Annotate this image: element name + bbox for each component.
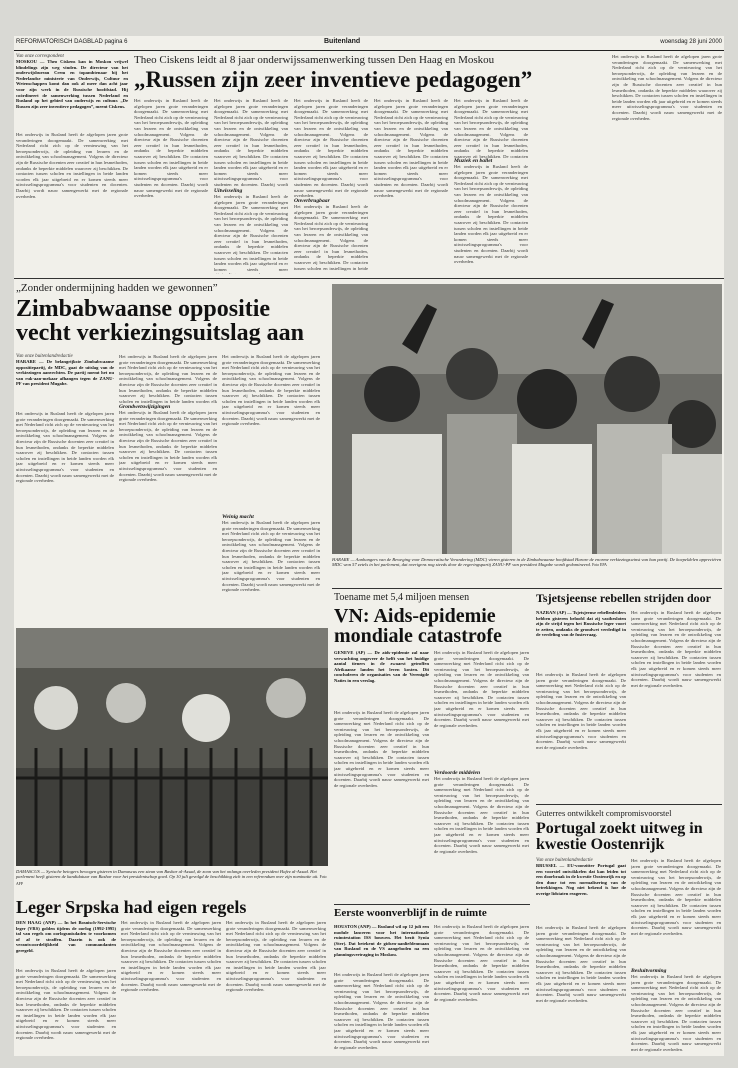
tsjetsjeens-lead: NAZRAN (AP) — Tsjetsjeense rebellenleiders hebben gisteren beloofd dat zij vastbesloten zijn de strijd tegen het Russische leger voort te zetten, ondanks de grondwet verdedigd in de verdeling van de fusievraag. xyxy=(536,610,626,638)
tsjetsjeens-col-2: Het onderwijs in Rusland heeft de afgelopen jaren grote veranderingen doorgemaakt. De samenwerking met Nederland richt zich op de vernieuwing van het beroepsonderwijs, de opleiding van leraren en de ontwikkeling van schoolmanagement. Volgens de directeur zijn de Russische docenten zeer creatief in hun lesmethoden, ondanks de beperkte middelen waarover zij beschikken. De contacten tussen scholen en instellingen in beide landen worden elk jaar uitgebreid en er komen steeds meer uitwisselingsprogramma's voor studenten en docenten. Daarbij wordt nauw samengewerkt met de regionale overheden. xyxy=(631,610,721,688)
top-col-3-text-b: Het onderwijs in Rusland heeft de afgelopen jaren grote veranderingen doorgemaakt. De samenwerking met Nederland richt zich op de vernieuwing van het beroepsonderwijs, de opleiding van leraren en de ontwikkeling van schoolmanagement. Volgens de directeur zijn de Russische docenten zeer creatief in hun lesmethoden, ondanks de beperkte middelen waarover zij beschikken. De contacten tussen scholen en instellingen in beide xyxy=(294,204,368,271)
woonverblijf-col-1-text: Het onderwijs in Rusland heeft de afgelopen jaren grote veranderingen doorgemaakt. De samenwerking met Nederland richt zich op de vernieuwing van het beroepsonderwijs, de opleiding van leraren en de ontwikkeling van schoolmanagement. Volgens de directeur zijn de Russische docenten zeer creatief in hun lesmethoden, ondanks de beperkte middelen waarover zij beschikken. De contacten tussen scholen en instellingen in beide landen worden elk jaar uitgebreid en er komen steeds meer uitwisselingsprogramma's voor studenten en docenten. Daarbij wordt nauw samengewerkt met de regionale overheden. xyxy=(334,972,429,1050)
top-sub-1: Uitwisseling xyxy=(214,188,243,194)
top-kicker: Theo Ciskens leidt al 8 jaar onderwijssamenwerking tussen Den Haag en Moskou xyxy=(134,54,495,66)
woonverblijf-col-1 xyxy=(334,924,429,1052)
leger-col-3: Het onderwijs in Rusland heeft de afgelopen jaren grote veranderingen doorgemaakt. De samenwerking met Nederland richt zich op de vernieuwing van het beroepsonderwijs, de opleiding van leraren en de ontwikkeling van schoolmanagement. Volgens de directeur zijn de Russische docenten zeer creatief in hun lesmethoden, ondanks de beperkte middelen waarover zij beschikken. De contacten tussen scholen en instellingen in beide landen worden elk jaar uitgebreid en er komen steeds meer uitwisselingsprogramma's voor studenten en docenten. Daarbij wordt nauw samengewerkt met de regionale overheden. xyxy=(226,920,326,993)
zimbabwe-col-2-text-b: Het onderwijs in Rusland heeft de afgelopen jaren grote veranderingen doorgemaakt. De samenwerking met Nederland richt zich op de vernieuwing van het beroepsonderwijs, de opleiding van leraren en de ontwikkeling van schoolmanagement. Volgens de directeur zijn de Russische docenten zeer creatief in hun lesmethoden, ondanks de beperkte middelen waarover zij beschikken. De contacten tussen scholen en instellingen in beide landen worden elk jaar uitgebreid en er komen steeds meer uitwisselingsprogramma's voor studenten en docenten. Daarbij wordt nauw samengewerkt met de regionale overheden. xyxy=(119,410,217,483)
harare-credit: Foto EPA xyxy=(592,563,607,568)
top-col-5-text-b: Het onderwijs in Rusland heeft de afgelopen jaren grote veranderingen doorgemaakt. De samenwerking met Nederland richt zich op de vernieuwing van het beroepsonderwijs, de opleiding van leraren en de ontwikkeling van schoolmanagement. Volgens de directeur zijn de Russische docenten zeer creatief in hun lesmethoden, ondanks de beperkte middelen waarover zij beschikken. De contacten tussen scholen en instellingen in beide landen worden elk jaar uitgebreid en er komen steeds meer uitwisselingsprogramma's voor studenten en docenten. Daarbij wordt nauw samengewerkt met de regionale overheden. xyxy=(454,164,528,265)
top-col-4: Het onderwijs in Rusland heeft de afgelopen jaren grote veranderingen doorgemaakt. De samenwerking met Nederland richt zich op de vernieuwing van het beroepsonderwijs, de opleiding van leraren en de ontwikkeling van schoolmanagement. Volgens de directeur zijn de Russische docenten zeer creatief in hun lesmethoden, ondanks de beperkte middelen waarover zij beschikken. De contacten tussen scholen en instellingen in beide landen worden elk jaar uitgebreid en er komen steeds meer uitwisselingsprogramma's voor studenten en docenten. Daarbij wordt nauw samengewerkt met de regionale overheden. xyxy=(374,98,448,199)
portugal-headline: Portugal zoekt uitweg in kwestie Oostenrijk xyxy=(536,820,703,853)
portugal-col-1-text: Het onderwijs in Rusland heeft de afgelopen jaren grote veranderingen doorgemaakt. De samenwerking met Nederland richt zich op de vernieuwing van het beroepsonderwijs, de opleiding van leraren en de ontwikkeling van schoolmanagement. Volgens de directeur zijn de Russische docenten zeer creatief in hun lesmethoden, ondanks de beperkte middelen waarover zij beschikken. De contacten tussen scholen en instellingen in beide landen worden elk jaar uitgebreid en er komen steeds meer uitwisselingsprogramma's voor studenten en docenten. Daarbij wordt nauw samengewerkt met de regionale overheden. xyxy=(536,925,626,1003)
zimbabwe-headline: Zimbabwaanse oppositie vecht verkiezingsuitslag aan xyxy=(16,296,304,346)
top-body-columns xyxy=(134,98,604,274)
top-col-6: Het onderwijs in Rusland heeft de afgelopen jaren grote veranderingen doorgemaakt. De samenwerking met Nederland richt zich op de vernieuwing van het beroepsonderwijs, de opleiding van leraren en de ontwikkeling van schoolmanagement. Volgens de directeur zijn de Russische docenten zeer creatief in hun lesmethoden, ondanks de beperkte middelen waarover zij beschikken. De contacten tussen scholen en instellingen in beide landen worden elk jaar uitgebreid en er komen steeds meer uitwisselingsprogramma's voor studenten en docenten. Daarbij wordt nauw samengewerkt met de regionale overheden. xyxy=(612,54,722,121)
leger-body xyxy=(16,920,328,1052)
damascus-caption-text: DAMASCUS — Syrische betogers bewogen gisteren in Damascus een steun van Bashar al-Assad, de zoon van het onlangs overleden president Hafez al-Assad. Het parlement heeft gisteren de kandidatuur van Bashar voor het presidentschap goed. Op 10 juli gevolgd de beschikking zich in een referendum over zijn nominatie uit. xyxy=(16,869,319,880)
top-headline-block xyxy=(134,54,604,91)
aids-headline-block xyxy=(334,592,530,646)
portugal-sub-1: Besluitvorming xyxy=(631,968,667,974)
woonverblijf-headline: Eerste woonverblijf in de ruimte xyxy=(334,907,487,919)
portugal-col-1 xyxy=(536,858,626,1052)
aids-col-2-text-b: Het onderwijs in Rusland heeft de afgelopen jaren grote veranderingen doorgemaakt. De samenwerking met Nederland richt zich op de vernieuwing van het beroepsonderwijs, de opleiding van leraren en de ontwikkeling van schoolmanagement. Volgens de directeur zijn de Russische docenten zeer creatief in hun lesmethoden, ondanks de beperkte middelen waarover zij beschikken. De contacten tussen scholen en instellingen in beide landen worden elk jaar uitgebreid en er komen steeds meer uitwisselingsprogramma's voor studenten en docenten. Daarbij wordt nauw samengewerkt met de regionale overheden. xyxy=(434,776,529,854)
portugal-col-2-text: Het onderwijs in Rusland heeft de afgelopen jaren grote veranderingen doorgemaakt. De samenwerking met Nederland richt zich op de vernieuwing van het beroepsonderwijs, de opleiding van leraren en de ontwikkeling van schoolmanagement. Volgens de directeur zijn de Russische docenten zeer creatief in hun lesmethoden, ondanks de beperkte middelen waarover zij beschikken. De contacten tussen scholen en instellingen in beide landen worden elk jaar uitgebreid en er komen steeds meer uitwisselingsprogramma's voor studenten en docenten. Daarbij wordt nauw samengewerkt met de regionale overheden. xyxy=(631,858,721,936)
woonverblijf-body xyxy=(334,924,530,1052)
portugal-body xyxy=(536,858,722,1052)
aids-lead: GENEVE (AP) — De aids-epidemie zal naar verwachting ongeveer de helft van het huidige aantal tieners in de zwaarst getroffen Afrikaanse landen het leven kosten. Dit concluderen de organisaties van de Verenigde Naties in een verslag. xyxy=(334,650,429,683)
harare-photo-image xyxy=(332,284,722,554)
zimbabwe-body xyxy=(16,354,326,622)
top-sub-4: Muziek en ballet xyxy=(454,158,493,164)
zimbabwe-col-3-text: Het onderwijs in Rusland heeft de afgelopen jaren grote veranderingen doorgemaakt. De samenwerking met Nederland richt zich op de vernieuwing van het beroepsonderwijs, de opleiding van leraren en de ontwikkeling van schoolmanagement. Volgens de directeur zijn de Russische docenten zeer creatief in hun lesmethoden, ondanks de beperkte middelen waarover zij beschikken. De contacten tussen scholen en instellingen in beide landen worden elk jaar uitgebreid en er komen steeds meer uitwisselingsprogramma's voor studenten en docenten. Daarbij wordt nauw samengewerkt met de regionale overheden. xyxy=(222,354,320,427)
harare-photo xyxy=(332,284,722,554)
aids-kicker: Toename met 5,4 miljoen mensen xyxy=(334,592,470,603)
portugal-headline-block xyxy=(536,808,722,853)
aids-sub-1: Verdoorde middelen xyxy=(434,770,481,776)
divider xyxy=(14,278,724,279)
tsjetsjeens-col-1-text: Het onderwijs in Rusland heeft de afgelopen jaren grote veranderingen doorgemaakt. De samenwerking met Nederland richt zich op de vernieuwing van het beroepsonderwijs, de opleiding van leraren en de ontwikkeling van schoolmanagement. Volgens de directeur zijn de Russische docenten zeer creatief in hun lesmethoden, ondanks de beperkte middelen waarover zij beschikken. De contacten tussen scholen en instellingen in beide landen worden elk jaar uitgebreid en er komen steeds meer uitwisselingsprogramma's voor studenten en docenten. Daarbij wordt nauw samengewerkt met de regionale overheden. xyxy=(536,672,626,750)
aids-col-2-text: Het onderwijs in Rusland heeft de afgelopen jaren grote veranderingen doorgemaakt. De samenwerking met Nederland richt zich op de vernieuwing van het beroepsonderwijs, de opleiding van leraren en de ontwikkeling van schoolmanagement. Volgens de directeur zijn de Russische docenten zeer creatief in hun lesmethoden, ondanks de beperkte middelen waarover zij beschikken. De contacten tussen scholen en instellingen in beide landen worden elk jaar uitgebreid en er komen steeds meer uitwisselingsprogramma's voor studenten en docenten. Daarbij wordt nauw samengewerkt met de regionale overheden. xyxy=(434,650,529,728)
top-headline: „Russen zijn zeer inventieve pedagogen” xyxy=(134,67,533,92)
top-lead: MOSKOU — Theo Ciskens kan in Moskou vrijwel blindelings zijn weg vinden. De directeur van het onderwijsbureau Crem en topambtenaar bij het Nederlandse ministerie van Onderwijs, Cultuur en Wetenschappen komt dan ook al meer dan acht jaar voor zijn werk in de Russische hoofdstad. Hij coördineert de samenwerking tussen Nederland en Rusland op het gebied van onderwijs en cultuur. „De Russen zijn zeer inventieve pedagogen”, meent Ciskens. xyxy=(16,59,128,109)
zimbabwe-lead: HARARE — De belangrijkste Zimbabwaanse oppositiepartij, de MDC, gaat de uitslag van de verkiezingen aanvechten. De partij noemt het nu van ruk-aan-mekaar afhangen tegen de ZANU-PF van president Mugabe. xyxy=(16,359,114,387)
portugal-col-2-text-b: Het onderwijs in Rusland heeft de afgelopen jaren grote veranderingen doorgemaakt. De samenwerking met Nederland richt zich op de vernieuwing van het beroepsonderwijs, de opleiding van leraren en de ontwikkeling van schoolmanagement. Volgens de directeur zijn de Russische docenten zeer creatief in hun lesmethoden, ondanks de beperkte middelen waarover zij beschikken. De contacten tussen scholen en instellingen in beide landen worden elk jaar uitgebreid en er komen steeds meer uitwisselingsprogramma's voor studenten en docenten. Daarbij wordt nauw samengewerkt met de regionale overheden. xyxy=(631,974,721,1052)
aids-col-1 xyxy=(334,650,429,902)
damascus-credit: Foto AFP xyxy=(16,875,327,886)
leger-col-1 xyxy=(16,920,116,1052)
harare-caption xyxy=(332,557,722,569)
top-article-intro xyxy=(16,54,128,274)
aids-col-2 xyxy=(434,650,529,902)
zimbabwe-col-1 xyxy=(16,354,114,622)
header-section: Buitenland xyxy=(324,38,361,45)
leger-lead: DEN HAAG (ANP) — In het Bosnisch-Servische leger (VRS) golden tijdens de oorlog (1992-1995) tal van regels om oorlogsmisdaden te voorkomen of af te straffen. Daarin is ook de verantwoordelijkheid van commandanten geregeld. xyxy=(16,920,116,953)
divider xyxy=(334,904,530,905)
harare-caption-text: HARARE — Aanhangers van de Beweging voor Democratische Verandering (MDC) vieren gisteren in de Zimbabwaanse hoofdstad Harare de enorme verkiezingswinst van hun partij. De koepeldelen appreciëren MDC won 57 zetels in het parlement, dat overigens nog steeds door de regeringspartij ZANU-PF van president Mugabe wordt gedomineerd. xyxy=(332,557,722,568)
newspaper-page xyxy=(14,36,724,1056)
top-col-2-text: Het onderwijs in Rusland heeft de afgelopen jaren grote veranderingen doorgemaakt. De samenwerking met Nederland richt zich op de vernieuwing van het beroepsonderwijs, de opleiding van leraren en de ontwikkeling van schoolmanagement. Volgens de directeur zijn de Russische docenten zeer creatief in hun lesmethoden, ondanks de beperkte middelen waarover zij beschikken. De contacten tussen scholen en instellingen in beide landen worden elk jaar uitgebreid en er komen steeds meer uitwisselingsprogramma's voor studenten en docenten. Daarbij wordt xyxy=(214,98,288,187)
top-col-2 xyxy=(214,98,288,274)
top-body-1: Het onderwijs in Rusland heeft de afgelopen jaren grote veranderingen doorgemaakt. De samenwerking met Nederland richt zich op de vernieuwing van het beroepsonderwijs, de opleiding van leraren en de ontwikkeling van schoolmanagement. Volgens de directeur zijn de Russische docenten zeer creatief in hun lesmethoden, ondanks de beperkte middelen waarover zij beschikken. De contacten tussen scholen en instellingen in beide landen worden elk jaar uitgebreid en er komen steeds meer uitwisselingsprogramma's voor studenten en docenten. Daarbij wordt nauw samengewerkt met de regionale overheden. xyxy=(16,132,128,199)
woonverblijf-lead: HOUSTON (ANP) — Rusland wil op 12 juli een module lanceren voor het internationale ruimtestation ISS bouwen. Het bezit Synia (Ster). Dat betekent de gidsen-aanliefdenmaan van Rusland en de VS aangeboden na een planningsvertraging in Moskou. xyxy=(334,924,429,957)
top-col-5-text: Het onderwijs in Rusland heeft de afgelopen jaren grote veranderingen doorgemaakt. De samenwerking met Nederland richt zich op de vernieuwing van het beroepsonderwijs, de opleiding van leraren en de ontwikkeling van schoolmanagement. Volgens de directeur zijn de Russische docenten zeer creatief in hun lesmethoden, ondanks de beperkte middelen waarover zij beschikken. De contacten xyxy=(454,98,528,158)
zimbabwe-sub-1: Grondwetswijzigingen xyxy=(119,404,171,410)
zimbabwe-col-1-text: Het onderwijs in Rusland heeft de afgelopen jaren grote veranderingen doorgemaakt. De samenwerking met Nederland richt zich op de vernieuwing van het beroepsonderwijs, de opleiding van leraren en de ontwikkeling van schoolmanagement. Volgens de directeur zijn de Russische docenten zeer creatief in hun lesmethoden, ondanks de beperkte middelen waarover zij beschikken. De contacten tussen scholen en instellingen in beide landen worden elk jaar uitgebreid en er komen steeds meer uitwisselingsprogramma's voor studenten en docenten. Daarbij wordt nauw samengewerkt met de regionale overheden. xyxy=(16,411,114,484)
aids-body xyxy=(334,650,530,902)
damascus-photo-image xyxy=(16,628,328,866)
tsjetsjeens-headline: Tsjetsjeense rebellen strijden door xyxy=(536,591,711,605)
zimbabwe-kicker: „Zonder ondermijning hadden we gewonnen” xyxy=(16,282,218,294)
zimbabwe-col-3-text-b: Het onderwijs in Rusland heeft de afgelopen jaren grote veranderingen doorgemaakt. De samenwerking met Nederland richt zich op de vernieuwing van het beroepsonderwijs, de opleiding van leraren en de ontwikkeling van schoolmanagement. Volgens de directeur zijn de Russische docenten zeer creatief in hun lesmethoden, ondanks de beperkte middelen waarover zij beschikken. De contacten tussen scholen en instellingen in beide landen worden elk jaar uitgebreid en er komen steeds meer uitwisselingsprogramma's voor studenten en docenten. Daarbij wordt nauw samengewerkt met de regionale overheden. xyxy=(222,520,320,593)
divider xyxy=(536,804,722,805)
top-byline: Van onze correspondent xyxy=(16,54,64,59)
damascus-caption xyxy=(16,869,328,887)
zimbabwe-sub-2: Weinig macht xyxy=(222,514,254,520)
top-col-3 xyxy=(294,98,368,274)
zimbabwe-col-2-text: Het onderwijs in Rusland heeft de afgelopen jaren grote veranderingen doorgemaakt. De samenwerking met Nederland richt zich op de vernieuwing van het beroepsonderwijs, de opleiding van leraren en de ontwikkeling van schoolmanagement. Volgens de directeur zijn de Russische docenten zeer creatief in hun lesmethoden, ondanks de beperkte middelen waarover zij beschikken. De contacten tussen scholen en instellingen in beide landen worden elk xyxy=(119,354,217,404)
header-date: woensdag 28 juni 2000 xyxy=(660,39,722,45)
top-col-1: Het onderwijs in Rusland heeft de afgelopen jaren grote veranderingen doorgemaakt. De samenwerking met Nederland richt zich op de vernieuwing van het beroepsonderwijs, de opleiding van leraren en de ontwikkeling van schoolmanagement. Volgens de directeur zijn de Russische docenten zeer creatief in hun lesmethoden, ondanks de beperkte middelen waarover zij beschikken. De contacten tussen scholen en instellingen in beide landen worden elk jaar uitgebreid en er komen steeds meer uitwisselingsprogramma's voor studenten en docenten. Daarbij wordt nauw samengewerkt met de regionale overheden. xyxy=(134,98,208,199)
top-col-3-text: Het onderwijs in Rusland heeft de afgelopen jaren grote veranderingen doorgemaakt. De samenwerking met Nederland richt zich op de vernieuwing van het beroepsonderwijs, de opleiding van leraren en de ontwikkeling van schoolmanagement. Volgens de directeur zijn de Russische docenten zeer creatief in hun lesmethoden, ondanks de beperkte middelen waarover zij beschikken. De contacten tussen scholen en instellingen in beide landen worden elk jaar uitgebreid en er komen steeds meer uitwisselingsprogramma's voor studenten en docenten. Daarbij wordt nauw samengewerkt met de regionale overheden. xyxy=(294,98,368,198)
damascus-photo xyxy=(16,628,328,866)
portugal-kicker: Guterres ontwikkelt compromisvoorstel xyxy=(536,808,672,818)
zimbabwe-headline-block xyxy=(16,282,326,345)
divider xyxy=(332,588,722,589)
top-sub-2: Onverbrugbaar xyxy=(294,198,330,204)
portugal-lead: BRUSSEL — EU-voorzitter Portugal gaat een voorstel ontwikkelen dat kan leiden tot een doorbraak in de kwestie Oostenrijk en op den duur tot een normalisering van de betrekkingen. Nog niet bekend is hoe de overige lidstaten reageren. xyxy=(536,863,626,896)
aids-headline: VN: Aids-epidemie mondiale catastrofe xyxy=(334,605,502,647)
leger-col-1-text: Het onderwijs in Rusland heeft de afgelopen jaren grote veranderingen doorgemaakt. De samenwerking met Nederland richt zich op de vernieuwing van het beroepsonderwijs, de opleiding van leraren en de ontwikkeling van schoolmanagement. Volgens de directeur zijn de Russische docenten zeer creatief in hun lesmethoden, ondanks de beperkte middelen waarover zij beschikken. De contacten tussen scholen en instellingen in beide landen worden elk jaar uitgebreid en er komen steeds meer uitwisselingsprogramma's voor studenten en docenten. Daarbij wordt nauw samengewerkt met de regionale overheden. xyxy=(16,968,116,1041)
tsjetsjeens-col-1 xyxy=(536,610,626,800)
leger-col-2: Het onderwijs in Rusland heeft de afgelopen jaren grote veranderingen doorgemaakt. De samenwerking met Nederland richt zich op de vernieuwing van het beroepsonderwijs, de opleiding van leraren en de ontwikkeling van schoolmanagement. Volgens de directeur zijn de Russische docenten zeer creatief in hun lesmethoden, ondanks de beperkte middelen waarover zij beschikken. De contacten tussen scholen en instellingen in beide landen worden elk jaar uitgebreid en er komen steeds meer uitwisselingsprogramma's voor studenten en docenten. Daarbij wordt nauw samengewerkt met de regionale overheden. xyxy=(121,920,221,993)
woonverblijf-col-2: Het onderwijs in Rusland heeft de afgelopen jaren grote veranderingen doorgemaakt. De samenwerking met Nederland richt zich op de vernieuwing van het beroepsonderwijs, de opleiding van leraren en de ontwikkeling van schoolmanagement. Volgens de directeur zijn de Russische docenten zeer creatief in hun lesmethoden, ondanks de beperkte middelen waarover zij beschikken. De contacten tussen scholen en instellingen in beide landen worden elk jaar uitgebreid en er komen steeds meer uitwisselingsprogramma's voor studenten en docenten. Daarbij wordt nauw samengewerkt met de regionale overheden. xyxy=(434,924,529,1002)
zimbabwe-col-3 xyxy=(222,354,320,622)
top-col-5 xyxy=(454,98,528,274)
page-header xyxy=(14,36,724,51)
top-col-2-text-b: Het onderwijs in Rusland heeft de afgelopen jaren grote veranderingen doorgemaakt. De samenwerking met Nederland richt zich op de vernieuwing van het beroepsonderwijs, de opleiding van leraren en de ontwikkeling van schoolmanagement. Volgens de directeur zijn de Russische docenten zeer creatief in hun lesmethoden, ondanks de beperkte middelen waarover zij beschikken. De contacten tussen scholen en instellingen in beide landen worden elk jaar uitgebreid en er komen steeds meer xyxy=(214,194,288,272)
header-paper-name: REFORMATORISCH DAGBLAD pagina 6 xyxy=(16,39,128,45)
zimbabwe-col-2 xyxy=(119,354,217,622)
zimbabwe-byline: Van onze buitenlandredactie xyxy=(16,354,73,359)
portugal-byline: Van onze buitenlandredactie xyxy=(536,858,593,863)
portugal-col-2 xyxy=(631,858,721,1052)
leger-headline: Leger Srpska had eigen regels xyxy=(16,897,247,917)
aids-col-1-text: Het onderwijs in Rusland heeft de afgelopen jaren grote veranderingen doorgemaakt. De samenwerking met Nederland richt zich op de vernieuwing van het beroepsonderwijs, de opleiding van leraren en de ontwikkeling van schoolmanagement. Volgens de directeur zijn de Russische docenten zeer creatief in hun lesmethoden, ondanks de beperkte middelen waarover zij beschikken. De contacten tussen scholen en instellingen in beide landen worden elk jaar uitgebreid en er komen steeds meer uitwisselingsprogramma's voor studenten en docenten. Daarbij wordt nauw samengewerkt met de regionale overheden. xyxy=(334,710,429,788)
tsjetsjeens-body xyxy=(536,610,722,800)
